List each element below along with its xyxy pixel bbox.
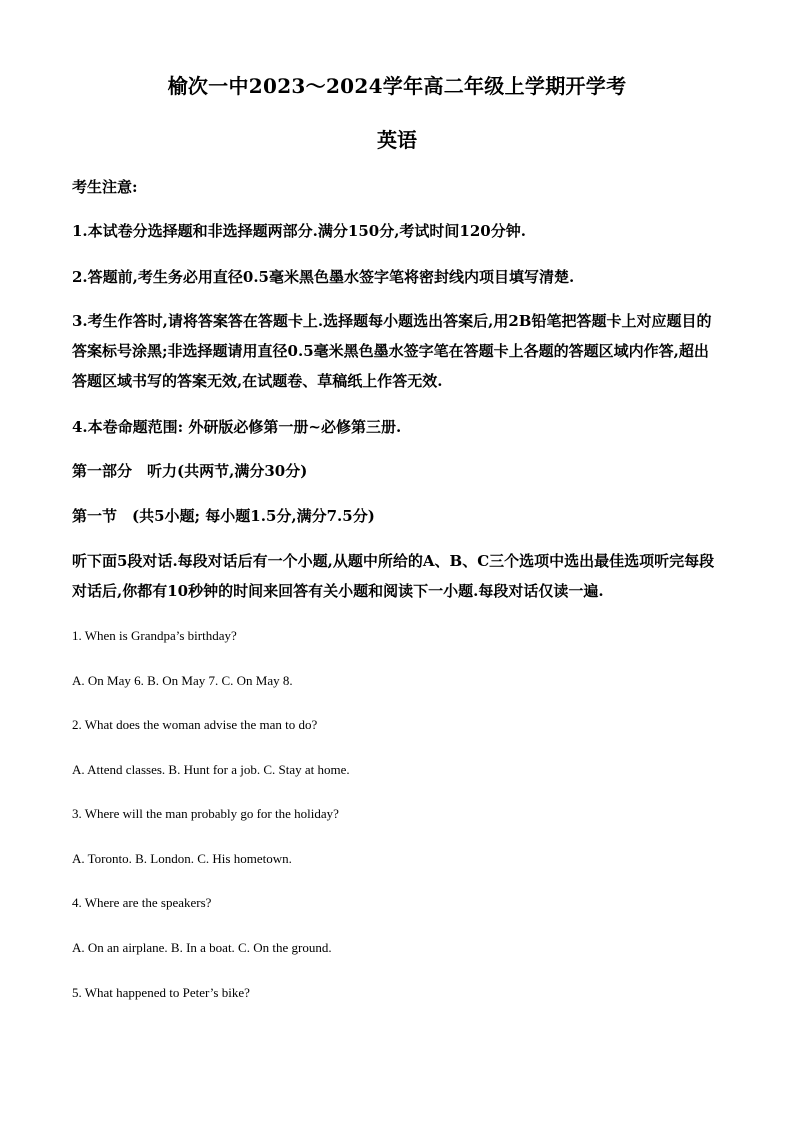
part1-heading: 第一部分 听力(共两节,满分30分) [72, 462, 308, 480]
question-5-stem: 5. What happened to Peter’s bike? [72, 985, 250, 1000]
question-2-options: A. Attend classes. B. Hunt for a job. C. Stay at home. [72, 762, 350, 777]
notice-item-3: 3.考生作答时,请将答案答在答题卡上.选择题每小题选出答案后,用2B铅笔把答题卡上对应题目的答案标号涂黑;非选择题请用直径0.5毫米黑色墨水签字笔在答题卡上各题的答题区域内作答,超出答题区域书写的答案无效,在试题卷、草稿纸上作答无效. [72, 312, 712, 390]
question-1-stem: 1. When is Grandpa’s birthday? [72, 628, 237, 643]
exam-subject: 英语 [377, 128, 417, 152]
question-4-stem: 4. Where are the speakers? [72, 895, 212, 910]
section1-heading: 第一节 (共5小题; 每小题1.5分,满分7.5分) [72, 507, 375, 525]
question-4-options: A. On an airplane. B. In a boat. C. On the ground. [72, 940, 332, 955]
exam-title: 榆次一中2023～2024学年高二年级上学期开学考 [167, 74, 627, 98]
question-1-options: A. On May 6. B. On May 7. C. On May 8. [72, 673, 293, 688]
question-2-stem: 2. What does the woman advise the man to do? [72, 717, 318, 732]
notice-item-4: 4.本卷命题范围: 外研版必修第一册~必修第三册. [72, 418, 402, 436]
question-3-options: A. Toronto. B. London. C. His hometown. [72, 851, 292, 866]
question-3-stem: 3. Where will the man probably go for the holiday? [72, 806, 339, 821]
notice-heading: 考生注意: [72, 178, 138, 196]
section1-instructions: 听下面5段对话.每段对话后有一个小题,从题中所给的A、B、C三个选项中选出最佳选项听完每段对话后,你都有10秒钟的时间来回答有关小题和阅读下一小题.每段对话仅读一遍. [72, 552, 715, 600]
notice-item-1: 1.本试卷分选择题和非选择题两部分.满分150分,考试时间120分钟. [72, 222, 526, 240]
notice-item-2: 2.答题前,考生务必用直径0.5毫米黑色墨水签字笔将密封线内项目填写清楚. [72, 268, 575, 286]
